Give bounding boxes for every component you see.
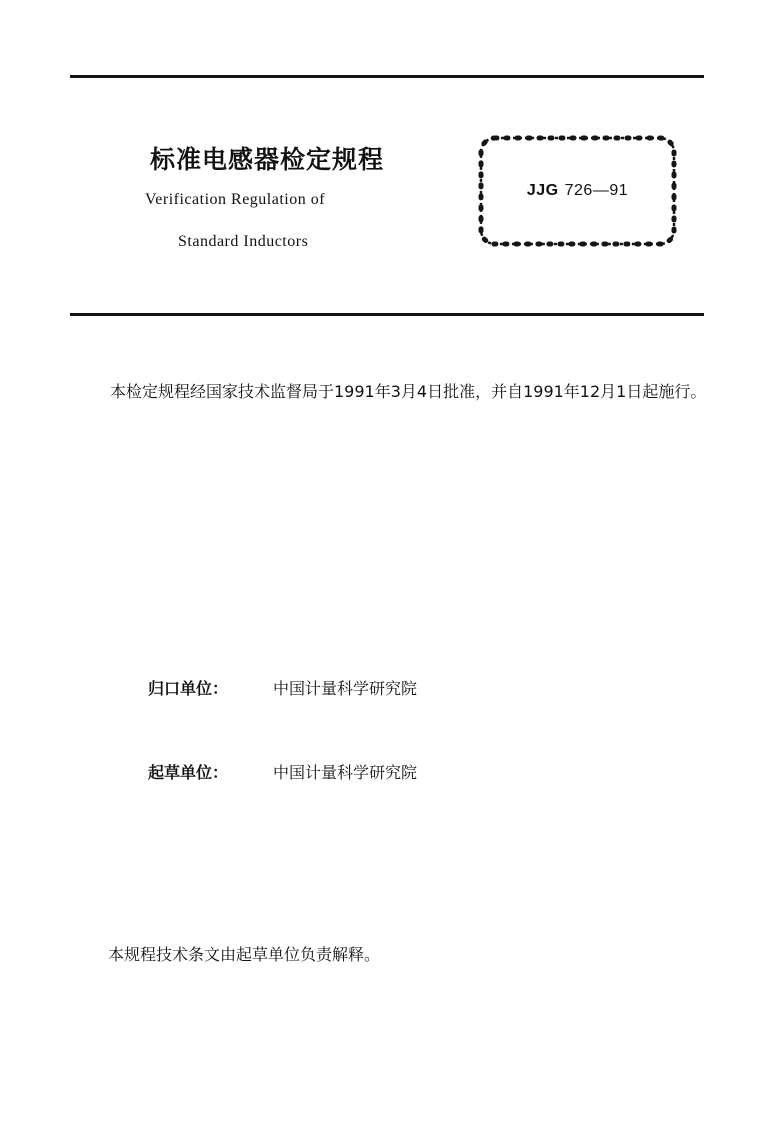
- interpretation-note: 本规程技术条文由起草单位负责解释。: [108, 945, 381, 964]
- responsible-unit-row: [148, 676, 417, 699]
- approval-paragraph: [70, 376, 710, 407]
- responsible-unit-label: 归口单位：: [148, 679, 229, 698]
- standard-code-prefix: JJG: [526, 182, 559, 199]
- responsible-unit-value: 中国计量科学研究院: [273, 679, 418, 698]
- approval-text: 本检定规程经国家技术监督局于1991年3月4日批准，并自1991年12月1日起施行。: [110, 382, 707, 401]
- standard-code: [475, 132, 680, 250]
- standard-code-number: 726—91: [564, 182, 629, 199]
- bottom-rule: [70, 313, 704, 316]
- document-title-cn: 标准电感器检定规程: [150, 145, 385, 174]
- drafting-unit-label: 起草单位：: [148, 763, 229, 782]
- drafting-unit-value: 中国计量科学研究院: [273, 763, 418, 782]
- top-rule: [70, 75, 704, 78]
- document-title-en-line1: Verification Regulation of: [145, 191, 326, 208]
- standard-code-box: [475, 132, 680, 250]
- drafting-unit-row: [148, 760, 417, 783]
- document-title-en-line2: Standard Inductors: [178, 233, 309, 250]
